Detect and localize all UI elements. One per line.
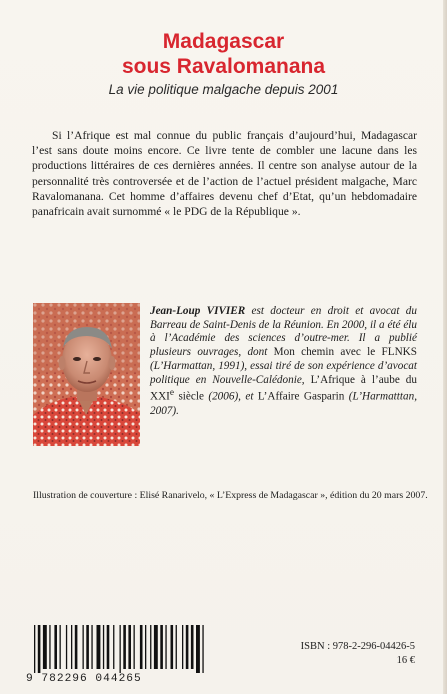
barcode-bar	[97, 625, 101, 669]
barcode-bar	[49, 625, 50, 669]
barcode-bar	[113, 625, 114, 669]
barcode-bar	[160, 625, 163, 669]
barcode-bar	[91, 625, 92, 669]
isbn-number: ISBN : 978-2-296-04426-5	[300, 641, 415, 652]
barcode-bar	[145, 625, 146, 669]
barcode-bar	[176, 625, 177, 669]
book-price: 16 €	[396, 655, 415, 666]
barcode-bar	[140, 625, 143, 669]
barcode-bar	[103, 625, 104, 669]
barcode-bar	[38, 625, 41, 673]
book-subtitle: La vie politique malgache depuis 2001	[108, 82, 339, 97]
author-photo	[33, 303, 140, 446]
barcode-bar	[165, 625, 166, 669]
book-summary: Si l’Afrique est mal connue du public français d’aujourd’hui, Madagascar l’est sans doute moins encore. Ce livre tente de combler une lacune dans les productions littéraires de ces dernières années. Il centre son analyse autour de la personnalité très controversée et de l’action de l’actuel président malgache, Marc Ravalomanana. Cet homme d’affaires devenu chef d’Etat, qu’un hebdomadaire panafricain avait surnommé « le PDG de la République ».	[32, 129, 417, 219]
barcode-bar	[60, 625, 61, 669]
barcode-bar	[107, 625, 110, 669]
barcode-bar	[182, 625, 183, 669]
work-title-1: Mon chemin avec le FLNKS	[273, 346, 417, 359]
century-suffix: e	[169, 388, 175, 399]
barcode-bar	[83, 625, 84, 669]
barcode-bar	[171, 625, 174, 669]
cover-illustration-credit: Illustration de couverture : Elisé Ranarivelo, « L’Express de Madagascar », édition du 20 mars 2007.	[33, 490, 428, 501]
barcode-bar	[86, 625, 89, 669]
barcode-bar	[150, 625, 151, 669]
barcode-bar	[66, 625, 67, 669]
barcode-bar	[154, 625, 158, 669]
barcode-digits: 9 782296 044265	[26, 673, 142, 685]
barcode-bar	[186, 625, 189, 669]
barcode-bar	[196, 625, 200, 673]
barcode-bar	[123, 625, 126, 669]
author-bio	[150, 305, 417, 418]
cover-edge	[443, 0, 447, 694]
barcode-bar	[120, 625, 121, 673]
barcode-bar	[134, 625, 135, 669]
barcode-bar	[43, 625, 47, 669]
work-title-3: L’Affaire Gasparin	[257, 390, 345, 403]
barcode-bar	[71, 625, 72, 669]
isbn-barcode	[30, 625, 235, 673]
book-title-line2: sous Ravalomanana	[121, 55, 326, 78]
barcode-bar	[128, 625, 131, 669]
barcode-bar	[75, 625, 78, 669]
book-title-line1: Madagascar	[162, 30, 285, 53]
author-name: Jean-Loup VIVIER	[150, 305, 246, 317]
barcode-bar	[34, 625, 35, 673]
work-title-2: L’Afrique à l’aube du XXI	[150, 373, 417, 403]
bio-text-2: (L’Harmattan, 1991),	[150, 359, 251, 372]
bio-text-4: (2006), et	[203, 390, 258, 403]
barcode-bar	[54, 625, 57, 669]
barcode-bar	[202, 625, 203, 673]
author-portrait-image	[33, 303, 140, 446]
work-title-2b: siècle	[174, 390, 204, 403]
bio-text-1: est docteur en droit et avocat du Barreau de Saint-Denis de la Réunion. En 2000, il a été élu à l’Académie des sciences d’outre-mer. Il a publié plusieurs ouvrages, dont	[150, 305, 417, 359]
barcode-bar	[191, 625, 194, 669]
bio-text-3: essai tiré de son expérience d’avocat politique en Nouvelle-Calédonie,	[150, 359, 417, 386]
bio-text-5: (L’Harmatttan, 2007).	[150, 390, 417, 417]
